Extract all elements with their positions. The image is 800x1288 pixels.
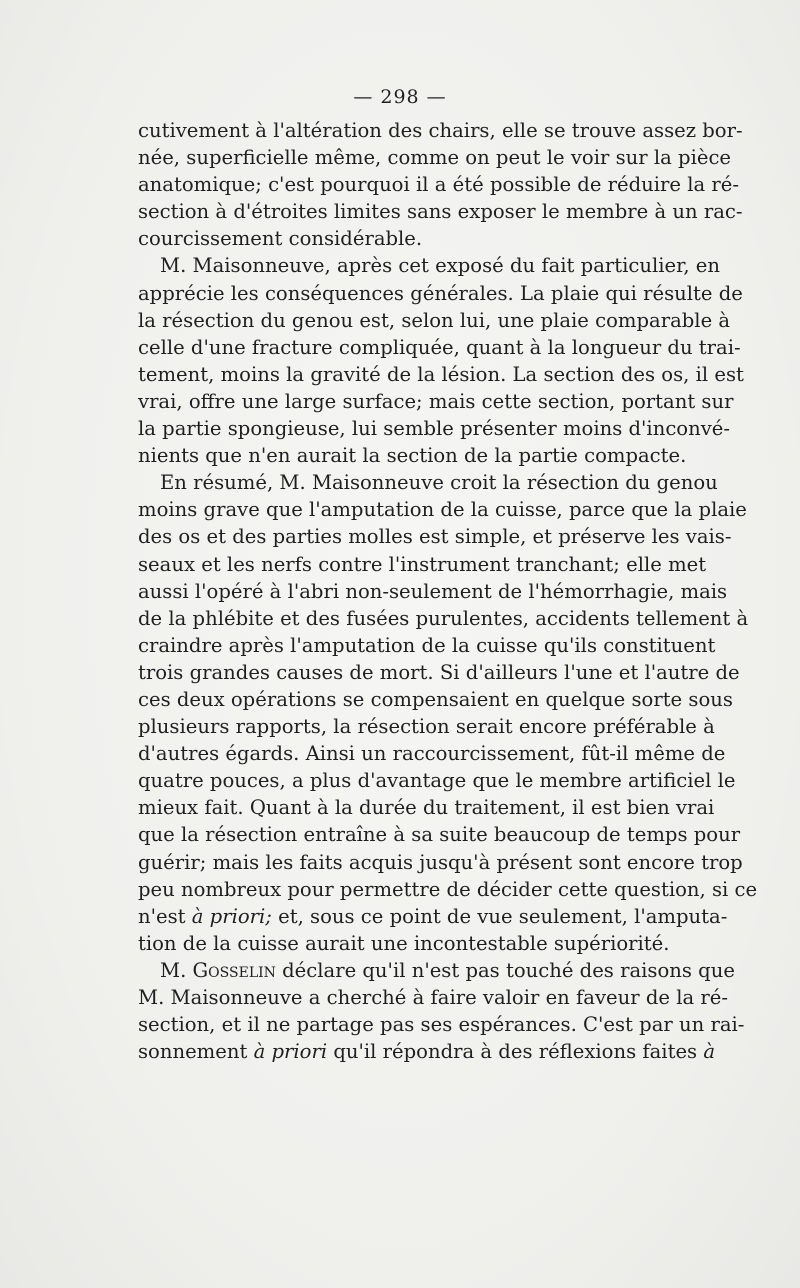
text-line: que la résection entraîne à sa suite beaucoup de temps pour — [138, 823, 741, 847]
text-line: seaux et les nerfs contre l'instrument tranchant; elle met — [138, 552, 707, 576]
text-line: section à d'étroites limites sans exposer le membre à un rac- — [138, 200, 743, 224]
text-fragment: et, sous ce point de vue seulement, l'amputa- — [278, 904, 728, 928]
text-line: craindre après l'amputation de la cuisse qu'ils constituent — [138, 633, 716, 657]
text-fragment: M. — [160, 958, 187, 982]
text-line — [138, 903, 728, 930]
text-fragment: sonnement — [138, 1040, 248, 1064]
text-fragment: qu'il répondra à des réflexions faites — [333, 1040, 698, 1064]
text-line: anatomique; c'est pourquoi il a été possible de réduire la ré- — [138, 173, 739, 197]
text-line: de la phlébite et des fusées purulentes, accidents tellement à — [138, 606, 749, 630]
text-line: guérir; mais les faits acquis jusqu'à présent sont encore trop — [138, 850, 743, 874]
text-line: plusieurs rapports, la résection serait encore préférable à — [138, 715, 715, 739]
text-line: mieux fait. Quant à la durée du traitement, il est bien vrai — [138, 796, 715, 820]
text-line: M. Maisonneuve, après cet exposé du fait particulier, en — [160, 254, 720, 278]
text-line: tement, moins la gravité de la lésion. La section des os, il est — [138, 362, 744, 386]
text-line: la résection du genou est, selon lui, une plaie comparable à — [138, 308, 731, 332]
text-line: trois grandes causes de mort. Si d'ailleurs l'une et l'autre de — [138, 660, 740, 684]
text-line: apprécie les conséquences générales. La plaie qui résulte de — [138, 281, 743, 305]
text-line: nients que n'en aurait la section de la partie compacte. — [138, 444, 687, 468]
text-line — [138, 1038, 716, 1065]
text-line: aussi l'opéré à l'abri non-seulement de l'hémorrhagie, mais — [138, 579, 728, 603]
italic-text: à priori; — [191, 904, 272, 928]
text-line: M. Maisonneuve a cherché à faire valoir en faveur de la ré- — [138, 986, 728, 1009]
text-line: section, et il ne partage pas ses espérances. C'est par un rai- — [138, 1013, 745, 1037]
text-line — [138, 957, 735, 984]
text-line: tion de la cuisse aurait une incontestable supériorité. — [138, 931, 670, 955]
text-line: née, superficielle même, comme on peut le voir sur la pièce — [138, 146, 732, 170]
paragraph-1 — [138, 117, 743, 252]
text-line: d'autres égards. Ainsi un raccourcissement, fût-il même de — [138, 742, 726, 766]
text-line: cutivement à l'altération des chairs, elle se trouve assez bor- — [138, 119, 743, 142]
page-number: — 298 — — [353, 86, 447, 108]
paragraph-2 — [138, 252, 744, 469]
paragraph-3 — [138, 469, 758, 957]
text-line: celle d'une fracture compliquée, quant à la longueur du trai- — [138, 335, 741, 359]
text-line: courcissement considérable. — [138, 227, 423, 251]
text-line: des os et des parties molles est simple, et préserve les vais- — [138, 525, 732, 549]
italic-text: à — [703, 1040, 716, 1064]
text-line: peu nombreux pour permettre de décider cette question, si ce — [138, 877, 758, 901]
text-line: quatre pouces, a plus d'avantage que le membre artificiel le — [138, 769, 736, 793]
text-line: moins grave que l'amputation de la cuisse, parce que la plaie — [138, 498, 747, 522]
author-name: Gosselin — [192, 958, 276, 982]
text-fragment: n'est — [138, 904, 186, 928]
text-line: ces deux opérations se compensaient en quelque sorte sous — [138, 687, 733, 711]
italic-text: à priori — [253, 1040, 328, 1064]
text-fragment: déclare qu'il n'est pas touché des raisons que — [282, 958, 735, 982]
text-line: vrai, offre une large surface; mais cette section, portant sur — [138, 389, 734, 413]
body-text — [138, 117, 758, 1065]
paragraph-4 — [138, 957, 745, 1065]
text-line: la partie spongieuse, lui semble présenter moins d'inconvé- — [138, 417, 730, 441]
text-line: En résumé, M. Maisonneuve croit la résection du genou — [160, 471, 718, 495]
